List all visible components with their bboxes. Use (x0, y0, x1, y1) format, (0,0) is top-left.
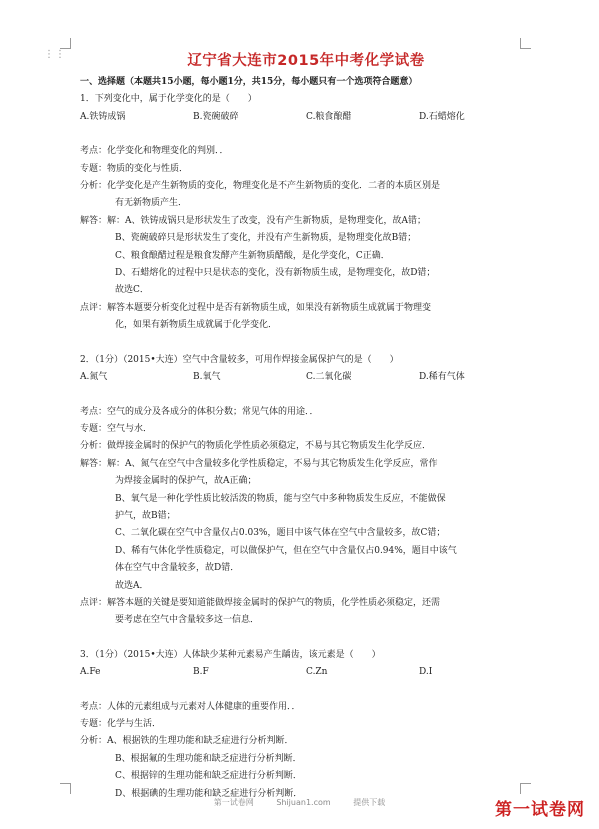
answer-options (80, 369, 532, 386)
solution-line: 护气，故B错； (115, 510, 176, 521)
solution-line: 解答：解：A、氮气在空气中含量较多化学性质稳定，不易与其它物质发生化学反应，常作 (80, 458, 438, 469)
comment-line: 点评：解答本题要分析变化过程中是否有新物质生成，如果没有新物质生成就属于物理变 (80, 302, 432, 313)
solution-line: 为焊接金属时的保护气，故A正确； (115, 476, 257, 487)
analysis-line: 分析：化学变化是产生新物质的变化，物理变化是不产生新物质的变化．二者的本质区别是 (80, 181, 441, 192)
question-stem: 3．（1分）（2015•大连）人体缺少某种元素易产生龋齿，该元素是（ ） (80, 649, 381, 660)
answer-options (80, 664, 532, 681)
option: B.F (193, 667, 209, 678)
page-corner-mark (520, 38, 531, 49)
option: D.石蜡熔化 (419, 111, 465, 122)
comment-line: 点评：解答本题的关键是要知道能做焊接金属时的保护气的物质，化学性质必须稳定，还需 (80, 597, 441, 608)
exam-point: 考点：空气的成分及各成分的体积分数；常见气体的用途．． (80, 406, 319, 417)
analysis-line: 分析：A、根据铁的生理功能和缺乏症进行分析判断． (80, 736, 294, 747)
footer-site-name: 第一试卷网 (213, 798, 254, 807)
solution-line: 解答：解：A、铁铸成锅只是形状发生了改变，没有产生新物质，是物理变化，故A错； (80, 215, 427, 226)
comment-line: 化，如果有新物质生成就属于化学变化． (115, 320, 278, 331)
solution-line: C、粮食酿醋过程是粮食发酵产生新物质醋酸，是化学变化，C正确． (115, 250, 390, 261)
footer-site-url: Shijuan1.com (276, 798, 331, 807)
option: C.Zn (306, 667, 328, 678)
solution-line: D、石蜡熔化的过程中只是状态的变化，没有新物质生成，是物理变化，故D错； (115, 268, 436, 279)
solution-line: 故选C． (115, 285, 149, 296)
topic: 专题：化学与生活． (80, 719, 162, 729)
option: D.稀有气体 (419, 372, 465, 383)
section-heading: 一、选择题（本题共15小题，每小题1分，共15分，每小题只有一个选项符合题意） (80, 77, 418, 87)
page-title: 辽宁省大连市2015年中考化学试卷 (187, 53, 425, 69)
analysis-line: 分析：做焊接金属时的保护气的物质化学性质必须稳定，不易与其它物质发生化学反应． (80, 441, 432, 452)
question-stem: 2．（1分）（2015•大连）空气中含量较多，可用作焊接金属保护气的是（ ） (80, 354, 399, 365)
analysis-line: B、根据氟的生理功能和缺乏症进行分析判断． (115, 753, 302, 764)
option: B.氧气 (193, 372, 221, 383)
footer-note: 提供下载 (353, 798, 386, 807)
solution-line: D、稀有气体化学性质稳定，可以做保护气，但在空气中含量仅占0.94%，题目中该气 (115, 545, 457, 556)
option: C.粮食酿醋 (306, 111, 352, 122)
watermark-logo: 第一试卷网 (495, 800, 585, 820)
drag-handle-icon[interactable]: ⋮⋮ (44, 49, 66, 60)
exam-point: 考点：化学变化和物理变化的判别．． (80, 146, 229, 157)
topic: 专题：物质的变化与性质． (80, 163, 189, 174)
solution-line: B、瓷碗破碎只是形状发生了变化，并没有产生新物质，是物理变化故B错； (115, 233, 417, 244)
analysis-line: 有无新物质产生． (115, 198, 188, 209)
solution-line: 故选A． (115, 580, 149, 591)
solution-line: B、氧气是一种化学性质比较活泼的物质，能与空气中多种物质发生反应，不能做保 (115, 493, 446, 504)
document-body (80, 50, 532, 803)
option: B.瓷碗破碎 (193, 111, 239, 122)
answer-options (80, 109, 532, 126)
exam-point: 考点：人体的元素组成与元素对人体健康的重要作用．． (80, 701, 301, 712)
comment-line: 要考虑在空气中含量较多这一信息． (115, 615, 260, 626)
option: C.二氧化碳 (306, 372, 352, 383)
page-corner-mark (60, 38, 71, 49)
solution-line: 体在空气中含量较多，故D错． (115, 563, 240, 574)
analysis-line: D、根据碘的生理功能和缺乏症进行分析判断． (115, 788, 303, 799)
solution-line: C、二氧化碳在空气中含量仅占0.03%，题目中该气体在空气中含量较多，故C错； (115, 528, 446, 539)
page-corner-mark (60, 783, 71, 794)
analysis-line: C、根据锌的生理功能和缺乏症进行分析判断． (115, 771, 302, 782)
option: A.铁铸成锅 (80, 111, 126, 122)
question-stem: 1．下列变化中，属于化学变化的是（ ） (80, 94, 257, 105)
option: A.Fe (80, 667, 101, 678)
option: A.氮气 (80, 372, 108, 383)
option: D.I (419, 667, 433, 678)
topic: 专题：空气与水． (80, 423, 153, 434)
